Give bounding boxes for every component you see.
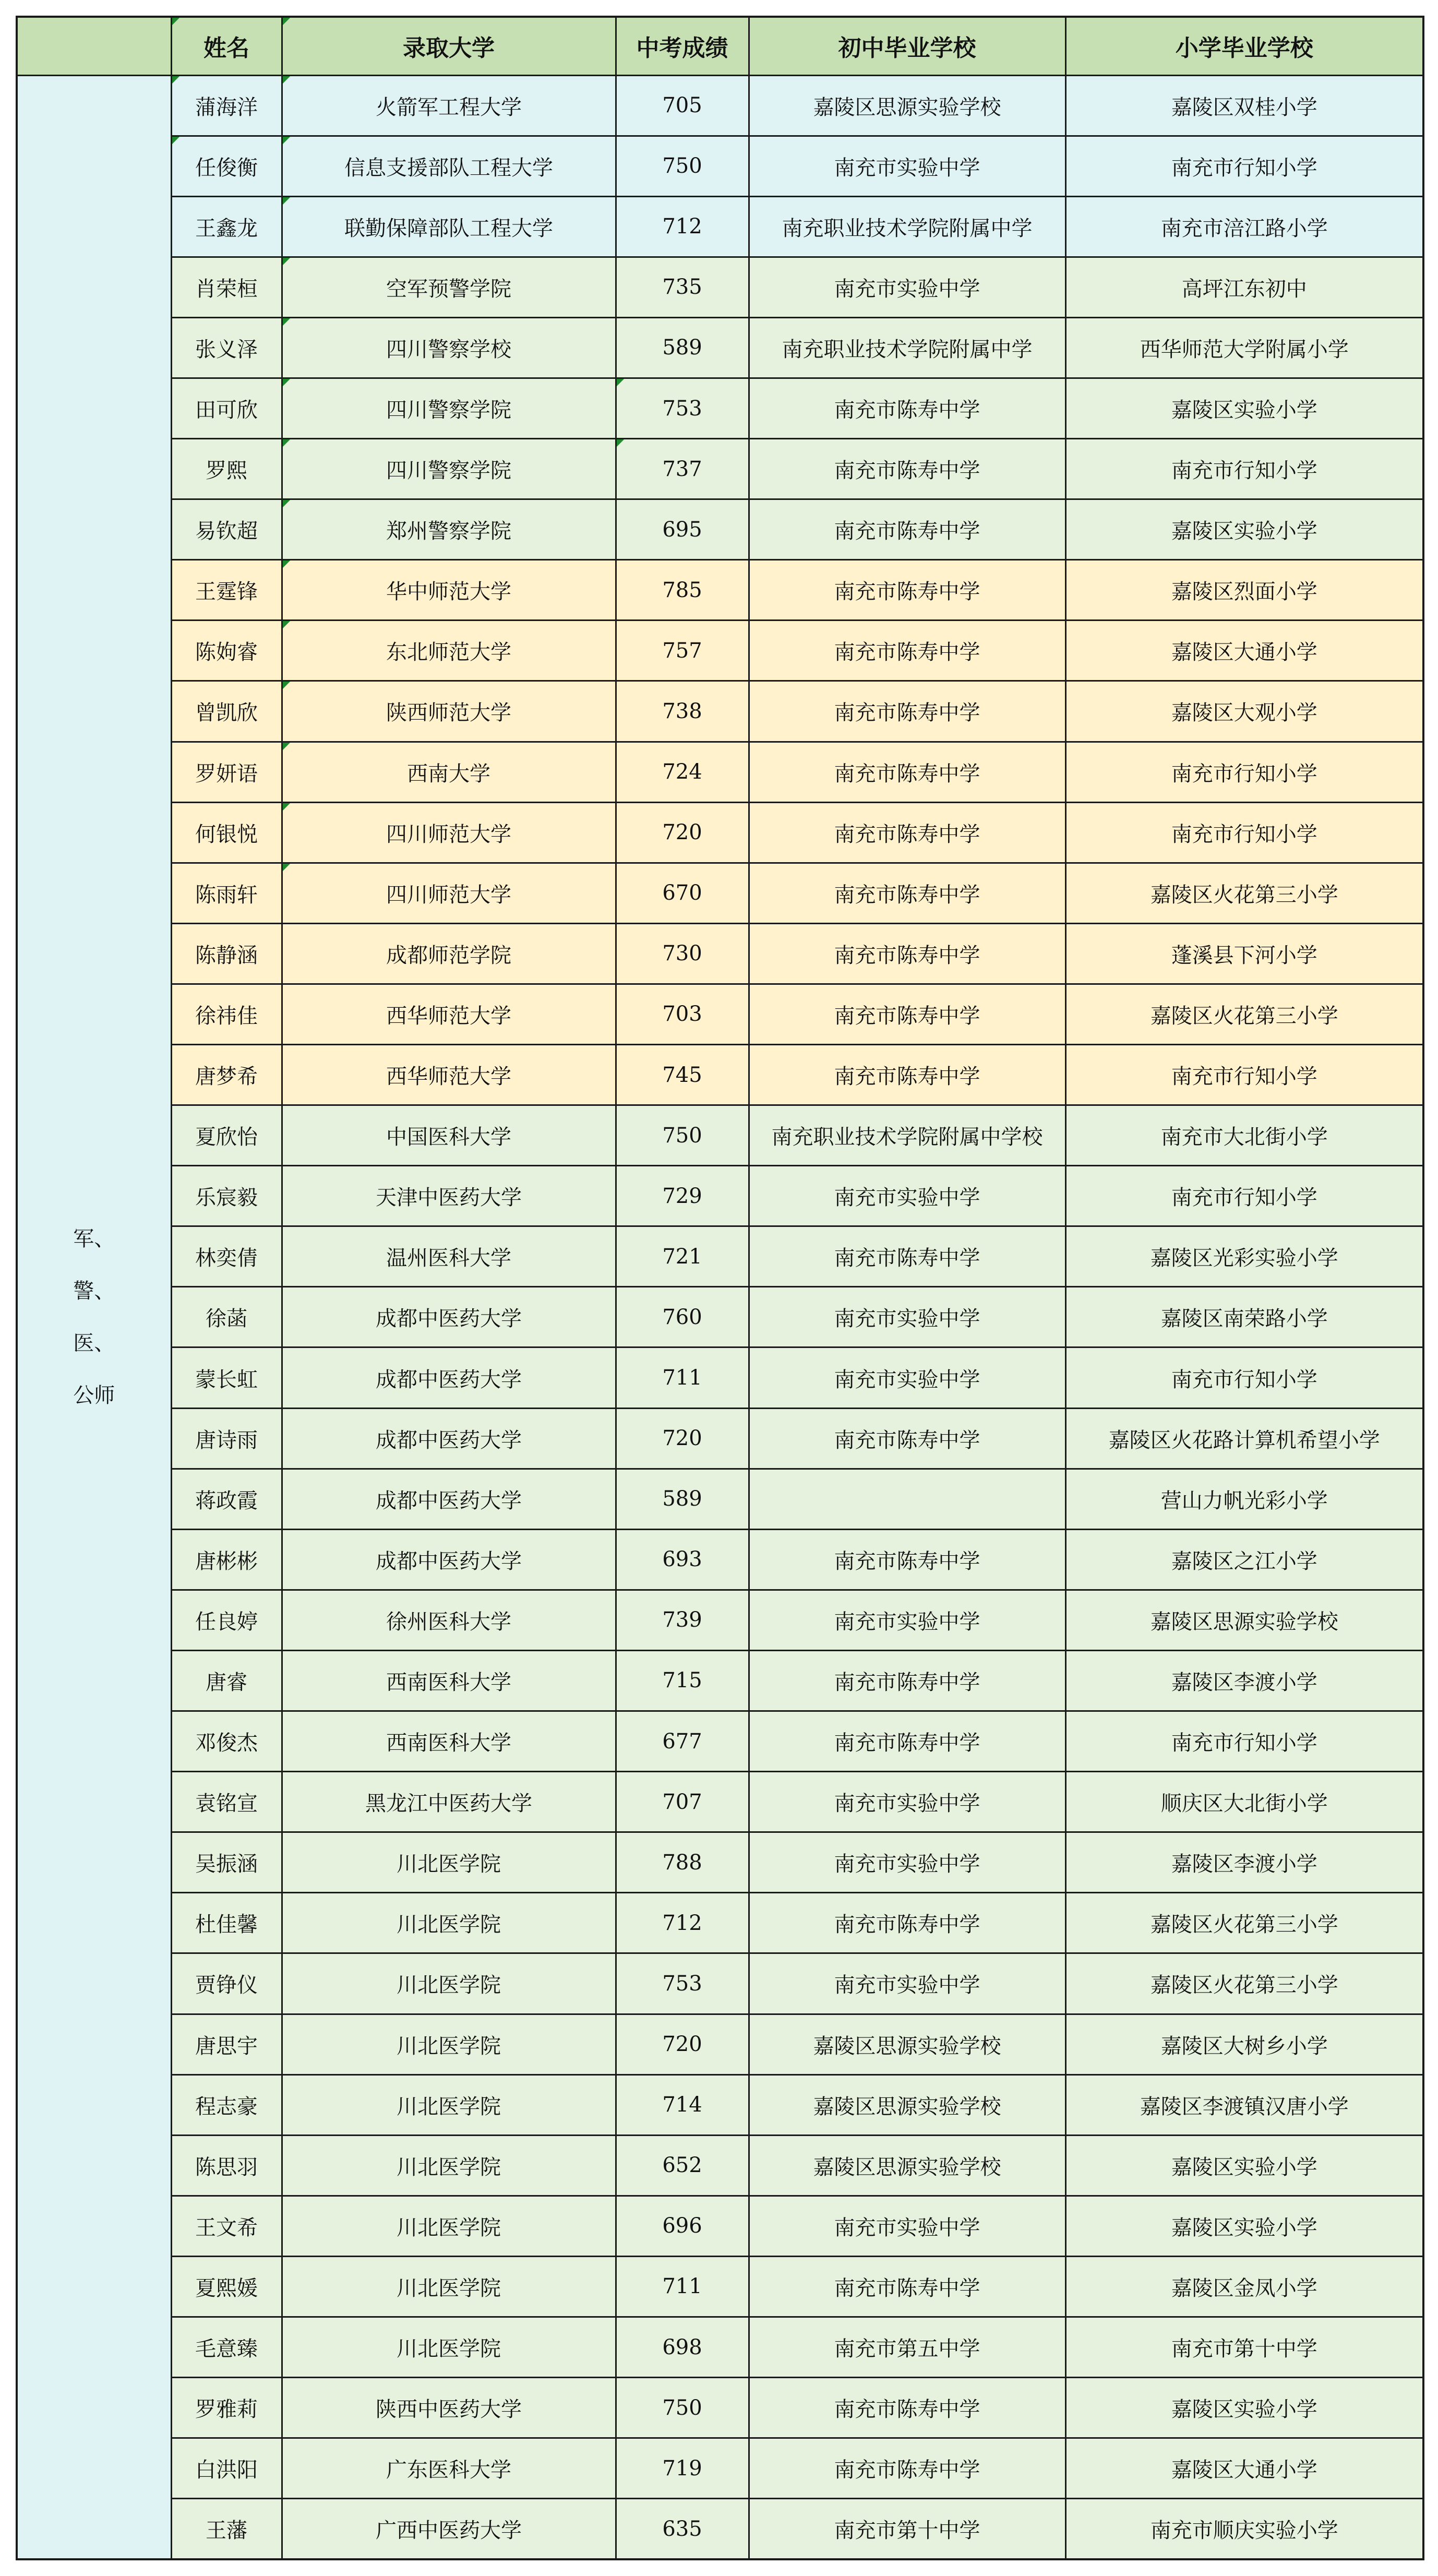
cell-score: 750 xyxy=(616,1105,749,1166)
category-line: 医、 xyxy=(73,1331,115,1355)
cell-university: 川北医学院 xyxy=(282,2196,616,2256)
cell-name: 王鑫龙 xyxy=(171,196,282,257)
cell-name: 罗妍语 xyxy=(171,742,282,802)
cell-middle-school: 嘉陵区思源实验学校 xyxy=(749,2074,1065,2135)
cell-score: 707 xyxy=(616,1772,749,1832)
table-row xyxy=(17,863,1423,923)
cell-middle-school: 南充市第十中学 xyxy=(749,2499,1065,2559)
cell-score: 745 xyxy=(616,1045,749,1105)
category-line: 军、 xyxy=(73,1226,115,1251)
cell-middle-school: 南充职业技术学院附属中学 xyxy=(749,196,1065,257)
cell-middle-school: 南充市陈寿中学 xyxy=(749,2438,1065,2499)
cell-university: 火箭军工程大学 xyxy=(282,75,616,136)
header-category-blank xyxy=(17,17,171,75)
cell-university: 华中师范大学 xyxy=(282,560,616,621)
cell-score: 724 xyxy=(616,742,749,802)
cell-name: 唐诗雨 xyxy=(171,1408,282,1469)
cell-middle-school: 南充市陈寿中学 xyxy=(749,1529,1065,1590)
table-row xyxy=(17,2135,1423,2196)
cell-score: 720 xyxy=(616,1408,749,1469)
cell-score: 753 xyxy=(616,378,749,438)
cell-middle-school: 南充市陈寿中学 xyxy=(749,1650,1065,1711)
category-label xyxy=(17,75,171,2559)
cell-middle-school: 嘉陵区思源实验学校 xyxy=(749,2135,1065,2196)
cell-name: 唐彬彬 xyxy=(171,1529,282,1590)
cell-middle-school: 南充市陈寿中学 xyxy=(749,1408,1065,1469)
table-row xyxy=(17,1832,1423,1893)
cell-primary-school: 嘉陵区实验小学 xyxy=(1065,2135,1423,2196)
cell-name: 王文希 xyxy=(171,2196,282,2256)
cell-score: 635 xyxy=(616,2499,749,2559)
cell-university: 天津中医药大学 xyxy=(282,1166,616,1226)
table-row xyxy=(17,2074,1423,2135)
cell-primary-school: 嘉陵区思源实验学校 xyxy=(1065,1590,1423,1650)
table-row xyxy=(17,1772,1423,1832)
cell-name: 唐梦希 xyxy=(171,1045,282,1105)
cell-name: 唐思宇 xyxy=(171,2014,282,2074)
table-row xyxy=(17,2378,1423,2438)
cell-university: 川北医学院 xyxy=(282,2014,616,2074)
cell-score: 703 xyxy=(616,984,749,1044)
cell-primary-school: 嘉陵区双桂小学 xyxy=(1065,75,1423,136)
cell-middle-school: 南充市陈寿中学 xyxy=(749,923,1065,984)
cell-university: 川北医学院 xyxy=(282,2135,616,2196)
cell-name: 任俊衡 xyxy=(171,136,282,196)
cell-score: 720 xyxy=(616,802,749,863)
cell-university: 信息支援部队工程大学 xyxy=(282,136,616,196)
cell-score: 750 xyxy=(616,136,749,196)
cell-primary-school: 嘉陵区大观小学 xyxy=(1065,681,1423,742)
table-row xyxy=(17,1711,1423,1772)
cell-score: 721 xyxy=(616,1226,749,1287)
cell-primary-school: 嘉陵区实验小学 xyxy=(1065,499,1423,560)
cell-university: 广东医科大学 xyxy=(282,2438,616,2499)
cell-score: 711 xyxy=(616,2256,749,2317)
cell-primary-school: 嘉陵区火花第三小学 xyxy=(1065,863,1423,923)
cell-university: 西华师范大学 xyxy=(282,1045,616,1105)
cell-score: 737 xyxy=(616,439,749,499)
cell-name: 白洪阳 xyxy=(171,2438,282,2499)
header-primary-school: 小学毕业学校 xyxy=(1065,17,1423,75)
cell-score: 788 xyxy=(616,1832,749,1893)
cell-middle-school: 南充市陈寿中学 xyxy=(749,378,1065,438)
table-row xyxy=(17,439,1423,499)
header-middle-school: 初中毕业学校 xyxy=(749,17,1065,75)
cell-score: 720 xyxy=(616,2014,749,2074)
cell-name: 陈思羽 xyxy=(171,2135,282,2196)
cell-primary-school: 南充市行知小学 xyxy=(1065,1166,1423,1226)
cell-score: 729 xyxy=(616,1166,749,1226)
table-row xyxy=(17,1408,1423,1469)
table-row xyxy=(17,1347,1423,1408)
cell-primary-school: 嘉陵区李渡镇汉唐小学 xyxy=(1065,2074,1423,2135)
cell-university: 中国医科大学 xyxy=(282,1105,616,1166)
cell-primary-school: 嘉陵区烈面小学 xyxy=(1065,560,1423,621)
cell-primary-school: 嘉陵区火花第三小学 xyxy=(1065,1953,1423,2014)
cell-university: 川北医学院 xyxy=(282,2256,616,2317)
cell-score: 712 xyxy=(616,1893,749,1953)
cell-name: 夏欣怡 xyxy=(171,1105,282,1166)
category-line: 警、 xyxy=(73,1279,115,1303)
table-row xyxy=(17,1105,1423,1166)
cell-name: 夏熙媛 xyxy=(171,2256,282,2317)
cell-university: 成都中医药大学 xyxy=(282,1408,616,1469)
cell-university: 西南大学 xyxy=(282,742,616,802)
cell-name: 王藩 xyxy=(171,2499,282,2559)
cell-score: 730 xyxy=(616,923,749,984)
cell-university: 西华师范大学 xyxy=(282,984,616,1044)
cell-middle-school: 南充职业技术学院附属中学校 xyxy=(749,1105,1065,1166)
cell-name: 林奕倩 xyxy=(171,1226,282,1287)
cell-middle-school: 南充职业技术学院附属中学 xyxy=(749,317,1065,378)
cell-primary-school: 蓬溪县下河小学 xyxy=(1065,923,1423,984)
header-row xyxy=(17,17,1423,75)
cell-middle-school: 南充市实验中学 xyxy=(749,1287,1065,1347)
cell-primary-school: 嘉陵区实验小学 xyxy=(1065,2378,1423,2438)
cell-name: 唐睿 xyxy=(171,1650,282,1711)
cell-middle-school: 南充市陈寿中学 xyxy=(749,1893,1065,1953)
cell-name: 程志豪 xyxy=(171,2074,282,2135)
cell-middle-school: 南充市陈寿中学 xyxy=(749,499,1065,560)
cell-primary-school: 南充市涪江路小学 xyxy=(1065,196,1423,257)
cell-university: 温州医科大学 xyxy=(282,1226,616,1287)
header-score: 中考成绩 xyxy=(616,17,749,75)
cell-primary-school: 嘉陵区火花第三小学 xyxy=(1065,1893,1423,1953)
table-row xyxy=(17,802,1423,863)
header-name: 姓名 xyxy=(171,17,282,75)
cell-university: 川北医学院 xyxy=(282,1893,616,1953)
table-row xyxy=(17,317,1423,378)
table-row xyxy=(17,681,1423,742)
cell-name: 曾凯欣 xyxy=(171,681,282,742)
header-university: 录取大学 xyxy=(282,17,616,75)
cell-middle-school: 南充市陈寿中学 xyxy=(749,1711,1065,1772)
cell-university: 东北师范大学 xyxy=(282,621,616,681)
cell-university: 西南医科大学 xyxy=(282,1711,616,1772)
cell-middle-school: 南充市实验中学 xyxy=(749,1832,1065,1893)
cell-university: 四川师范大学 xyxy=(282,863,616,923)
cell-primary-school: 顺庆区大北街小学 xyxy=(1065,1772,1423,1832)
cell-score: 738 xyxy=(616,681,749,742)
cell-university: 成都中医药大学 xyxy=(282,1529,616,1590)
table-row xyxy=(17,1045,1423,1105)
cell-name: 田可欣 xyxy=(171,378,282,438)
cell-university: 成都中医药大学 xyxy=(282,1469,616,1529)
cell-primary-school: 南充市行知小学 xyxy=(1065,802,1423,863)
table-row xyxy=(17,1590,1423,1650)
cell-score: 757 xyxy=(616,621,749,681)
cell-name: 徐祎佳 xyxy=(171,984,282,1044)
table-row xyxy=(17,1529,1423,1590)
cell-primary-school: 南充市行知小学 xyxy=(1065,742,1423,802)
cell-university: 四川师范大学 xyxy=(282,802,616,863)
cell-primary-school: 南充市行知小学 xyxy=(1065,1711,1423,1772)
cell-name: 王霆锋 xyxy=(171,560,282,621)
cell-score: 677 xyxy=(616,1711,749,1772)
cell-university: 徐州医科大学 xyxy=(282,1590,616,1650)
cell-middle-school: 南充市实验中学 xyxy=(749,136,1065,196)
cell-score: 696 xyxy=(616,2196,749,2256)
cell-university: 川北医学院 xyxy=(282,2317,616,2377)
cell-primary-school: 嘉陵区实验小学 xyxy=(1065,2196,1423,2256)
cell-university: 西南医科大学 xyxy=(282,1650,616,1711)
table-row xyxy=(17,136,1423,196)
table-row xyxy=(17,1650,1423,1711)
table-row xyxy=(17,196,1423,257)
cell-primary-school: 嘉陵区大通小学 xyxy=(1065,621,1423,681)
cell-university: 郑州警察学院 xyxy=(282,499,616,560)
cell-primary-school: 西华师范大学附属小学 xyxy=(1065,317,1423,378)
table-row xyxy=(17,378,1423,438)
cell-score: 705 xyxy=(616,75,749,136)
cell-university: 川北医学院 xyxy=(282,2074,616,2135)
cell-university: 联勤保障部队工程大学 xyxy=(282,196,616,257)
cell-score: 719 xyxy=(616,2438,749,2499)
cell-university: 川北医学院 xyxy=(282,1832,616,1893)
cell-name: 邓俊杰 xyxy=(171,1711,282,1772)
cell-score: 670 xyxy=(616,863,749,923)
cell-university: 四川警察学校 xyxy=(282,317,616,378)
cell-primary-school: 高坪江东初中 xyxy=(1065,257,1423,317)
cell-middle-school: 南充市实验中学 xyxy=(749,1590,1065,1650)
cell-name: 袁铭宣 xyxy=(171,1772,282,1832)
cell-score: 698 xyxy=(616,2317,749,2377)
cell-name: 罗雅莉 xyxy=(171,2378,282,2438)
cell-university: 成都中医药大学 xyxy=(282,1347,616,1408)
cell-middle-school: 南充市陈寿中学 xyxy=(749,2378,1065,2438)
cell-score: 750 xyxy=(616,2378,749,2438)
cell-name: 吴振涵 xyxy=(171,1832,282,1893)
cell-university: 四川警察学院 xyxy=(282,378,616,438)
table-row xyxy=(17,1953,1423,2014)
table-row xyxy=(17,2196,1423,2256)
cell-middle-school: 南充市陈寿中学 xyxy=(749,621,1065,681)
table-row xyxy=(17,560,1423,621)
cell-score: 785 xyxy=(616,560,749,621)
cell-primary-school: 嘉陵区火花路计算机希望小学 xyxy=(1065,1408,1423,1469)
cell-score: 753 xyxy=(616,1953,749,2014)
cell-name: 蒋政霞 xyxy=(171,1469,282,1529)
cell-name: 任良婷 xyxy=(171,1590,282,1650)
cell-primary-school: 嘉陵区大树乡小学 xyxy=(1065,2014,1423,2074)
table-row xyxy=(17,742,1423,802)
cell-primary-school: 嘉陵区火花第三小学 xyxy=(1065,984,1423,1044)
cell-university: 陕西师范大学 xyxy=(282,681,616,742)
cell-middle-school: 南充市陈寿中学 xyxy=(749,863,1065,923)
cell-score: 693 xyxy=(616,1529,749,1590)
cell-name: 贾铮仪 xyxy=(171,1953,282,2014)
cell-primary-school: 嘉陵区大通小学 xyxy=(1065,2438,1423,2499)
cell-name: 何银悦 xyxy=(171,802,282,863)
cell-primary-school: 嘉陵区李渡小学 xyxy=(1065,1650,1423,1711)
cell-middle-school: 南充市实验中学 xyxy=(749,1772,1065,1832)
table-row xyxy=(17,1893,1423,1953)
table-row xyxy=(17,621,1423,681)
cell-middle-school xyxy=(749,1469,1065,1529)
cell-name: 张义泽 xyxy=(171,317,282,378)
cell-name: 陈静涵 xyxy=(171,923,282,984)
cell-score: 695 xyxy=(616,499,749,560)
cell-middle-school: 南充市实验中学 xyxy=(749,257,1065,317)
cell-primary-school: 嘉陵区光彩实验小学 xyxy=(1065,1226,1423,1287)
table-row xyxy=(17,2317,1423,2377)
cell-primary-school: 南充市第十中学 xyxy=(1065,2317,1423,2377)
cell-middle-school: 南充市陈寿中学 xyxy=(749,1045,1065,1105)
cell-name: 杜佳馨 xyxy=(171,1893,282,1953)
cell-name: 徐菡 xyxy=(171,1287,282,1347)
cell-middle-school: 南充市陈寿中学 xyxy=(749,1226,1065,1287)
cell-primary-school: 嘉陵区李渡小学 xyxy=(1065,1832,1423,1893)
table-row xyxy=(17,1469,1423,1529)
cell-primary-school: 南充市行知小学 xyxy=(1065,1045,1423,1105)
cell-name: 乐宸毅 xyxy=(171,1166,282,1226)
cell-university: 四川警察学院 xyxy=(282,439,616,499)
table-row xyxy=(17,499,1423,560)
table-row xyxy=(17,1166,1423,1226)
table-row xyxy=(17,75,1423,136)
cell-university: 空军预警学院 xyxy=(282,257,616,317)
cell-score: 712 xyxy=(616,196,749,257)
table-row xyxy=(17,257,1423,317)
cell-primary-school: 南充市大北街小学 xyxy=(1065,1105,1423,1166)
cell-university: 川北医学院 xyxy=(282,1953,616,2014)
admissions-table xyxy=(16,16,1424,2560)
cell-middle-school: 嘉陵区思源实验学校 xyxy=(749,2014,1065,2074)
cell-middle-school: 南充市陈寿中学 xyxy=(749,802,1065,863)
cell-middle-school: 南充市实验中学 xyxy=(749,1953,1065,2014)
cell-university: 陕西中医药大学 xyxy=(282,2378,616,2438)
cell-middle-school: 南充市陈寿中学 xyxy=(749,439,1065,499)
table-row xyxy=(17,1287,1423,1347)
cell-score: 652 xyxy=(616,2135,749,2196)
cell-middle-school: 南充市陈寿中学 xyxy=(749,681,1065,742)
cell-middle-school: 南充市陈寿中学 xyxy=(749,2256,1065,2317)
category-line: 公师 xyxy=(73,1383,115,1408)
cell-primary-school: 南充市顺庆实验小学 xyxy=(1065,2499,1423,2559)
cell-primary-school: 营山力帆光彩小学 xyxy=(1065,1469,1423,1529)
cell-primary-school: 嘉陵区实验小学 xyxy=(1065,378,1423,438)
cell-primary-school: 嘉陵区南荣路小学 xyxy=(1065,1287,1423,1347)
cell-middle-school: 南充市实验中学 xyxy=(749,2196,1065,2256)
cell-score: 589 xyxy=(616,317,749,378)
cell-score: 739 xyxy=(616,1590,749,1650)
table-body xyxy=(17,75,1423,2559)
cell-university: 广西中医药大学 xyxy=(282,2499,616,2559)
table-row xyxy=(17,2438,1423,2499)
cell-score: 735 xyxy=(616,257,749,317)
cell-name: 蒙长虹 xyxy=(171,1347,282,1408)
cell-university: 成都师范学院 xyxy=(282,923,616,984)
cell-primary-school: 嘉陵区之江小学 xyxy=(1065,1529,1423,1590)
cell-score: 711 xyxy=(616,1347,749,1408)
cell-name: 罗熙 xyxy=(171,439,282,499)
table-row xyxy=(17,984,1423,1044)
cell-name: 蒲海洋 xyxy=(171,75,282,136)
cell-name: 陈雨轩 xyxy=(171,863,282,923)
cell-score: 714 xyxy=(616,2074,749,2135)
table-row xyxy=(17,1226,1423,1287)
cell-name: 陈姁睿 xyxy=(171,621,282,681)
cell-middle-school: 南充市陈寿中学 xyxy=(749,742,1065,802)
cell-middle-school: 南充市第五中学 xyxy=(749,2317,1065,2377)
cell-primary-school: 嘉陵区金凤小学 xyxy=(1065,2256,1423,2317)
cell-name: 肖荣桓 xyxy=(171,257,282,317)
cell-university: 黑龙江中医药大学 xyxy=(282,1772,616,1832)
cell-primary-school: 南充市行知小学 xyxy=(1065,1347,1423,1408)
cell-score: 589 xyxy=(616,1469,749,1529)
cell-name: 毛意臻 xyxy=(171,2317,282,2377)
cell-primary-school: 南充市行知小学 xyxy=(1065,439,1423,499)
cell-middle-school: 南充市实验中学 xyxy=(749,1347,1065,1408)
cell-name: 易钦超 xyxy=(171,499,282,560)
cell-score: 760 xyxy=(616,1287,749,1347)
cell-middle-school: 南充市实验中学 xyxy=(749,1166,1065,1226)
cell-middle-school: 南充市陈寿中学 xyxy=(749,560,1065,621)
cell-middle-school: 嘉陵区思源实验学校 xyxy=(749,75,1065,136)
cell-primary-school: 南充市行知小学 xyxy=(1065,136,1423,196)
cell-university: 成都中医药大学 xyxy=(282,1287,616,1347)
table-row xyxy=(17,2499,1423,2559)
table-row xyxy=(17,923,1423,984)
cell-middle-school: 南充市陈寿中学 xyxy=(749,984,1065,1044)
cell-score: 715 xyxy=(616,1650,749,1711)
table-row xyxy=(17,2256,1423,2317)
table-row xyxy=(17,2014,1423,2074)
